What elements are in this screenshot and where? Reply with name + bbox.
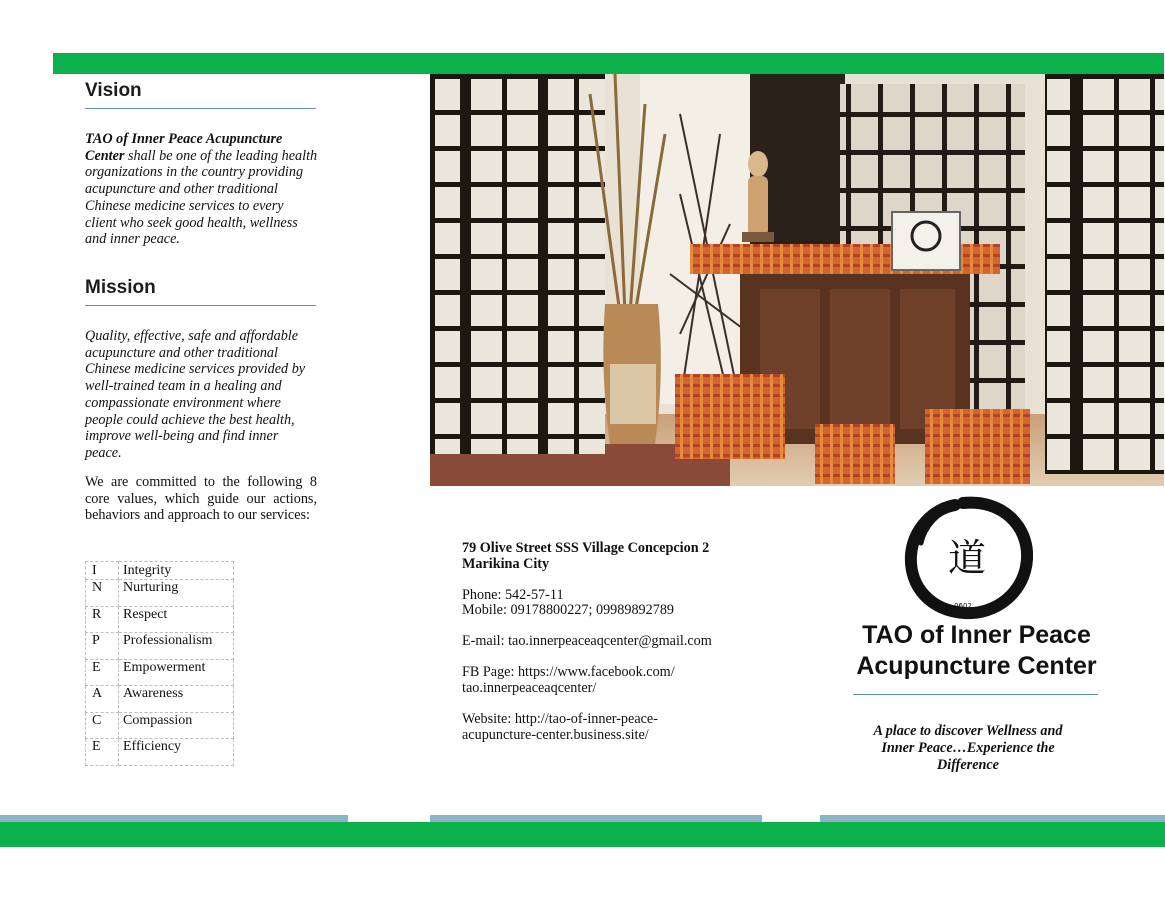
brand-title-line-2: Acupuncture Center [856, 652, 1097, 680]
bottom-blue-strip-middle [430, 815, 762, 822]
mission-heading: Mission [85, 277, 316, 306]
clinic-interior-photo [430, 74, 1164, 486]
value-name: Awareness [119, 686, 234, 713]
value-letter: P [86, 633, 119, 660]
fb-line-1: FB Page: https://www.facebook.com/ [462, 664, 675, 681]
contact-info [462, 541, 762, 759]
brand-divider [853, 694, 1098, 695]
email[interactable]: E-mail: tao.innerpeaceaqcenter@gmail.com [462, 633, 712, 650]
facebook-link[interactable] [462, 665, 762, 696]
address-line-1: 79 Olive Street SSS Village Concepcion 2 [462, 540, 710, 556]
phone-block [462, 588, 762, 619]
vision-text [85, 131, 318, 248]
bottom-blue-strip-right [820, 815, 1165, 822]
mobile: Mobile: 09178800227; 09989892789 [462, 602, 675, 619]
core-values-table [85, 561, 234, 766]
web-line-1: Website: http://tao-of-inner-peace- [462, 711, 658, 728]
brand-title [845, 620, 1108, 682]
value-name: Professionalism [119, 633, 234, 660]
table-row [86, 562, 234, 580]
logo-number: 0602 [954, 602, 972, 610]
top-green-band [53, 53, 1164, 74]
vision-heading: Vision [85, 80, 316, 109]
value-letter: A [86, 686, 119, 713]
table-row [86, 686, 234, 713]
bottom-green-band [0, 822, 1165, 847]
vision-body: shall be one of the leading health organizations in the country providing acupuncture and other traditional Chinese medicine services to every client who seek good health, wellness and inner peace. [85, 147, 318, 248]
brand-title-line-1: TAO of Inner Peace [862, 621, 1091, 649]
value-name: Respect [119, 606, 234, 633]
value-letter: E [86, 659, 119, 686]
values-intro: We are committed to the following 8 core values, which guide our actions, behaviors and approach to our services: [85, 474, 317, 524]
table-row [86, 633, 234, 660]
value-name: Nurturing [119, 580, 234, 607]
bottom-blue-strip-left [0, 815, 348, 822]
website-link[interactable] [462, 712, 762, 743]
table-row [86, 606, 234, 633]
value-name: Compassion [119, 712, 234, 739]
value-letter: C [86, 712, 119, 739]
table-row [86, 659, 234, 686]
table-row [86, 712, 234, 739]
value-letter: N [86, 580, 119, 607]
vision-lead: TAO of Inner Peace Acupuncture Center [85, 131, 283, 164]
tagline: A place to discover Wellness and Inner Peace…Experience the Difference [873, 723, 1063, 773]
table-row [86, 739, 234, 766]
web-line-2: acupuncture-center.business.site/ [462, 726, 649, 743]
value-name: Empowerment [119, 659, 234, 686]
tao-enso-logo [903, 495, 1033, 620]
fb-line-2: tao.innerpeaceaqcenter/ [462, 680, 597, 697]
logo-glyph: 道 [947, 536, 987, 580]
value-name: Integrity [119, 562, 234, 580]
address [462, 541, 762, 572]
value-letter: E [86, 739, 119, 766]
address-line-2: Marikina City [462, 555, 550, 572]
value-letter: I [86, 562, 119, 580]
mission-text: Quality, effective, safe and affordable acupuncture and other traditional Chinese medicine services provided by well-trained team in a healing and compassionate environment where people could achieve the best health, improve well-being and find inner peace. [85, 328, 306, 461]
value-name: Efficiency [119, 739, 234, 766]
phone: Phone: 542-57-11 [462, 586, 564, 603]
table-row [86, 580, 234, 607]
value-letter: R [86, 606, 119, 633]
